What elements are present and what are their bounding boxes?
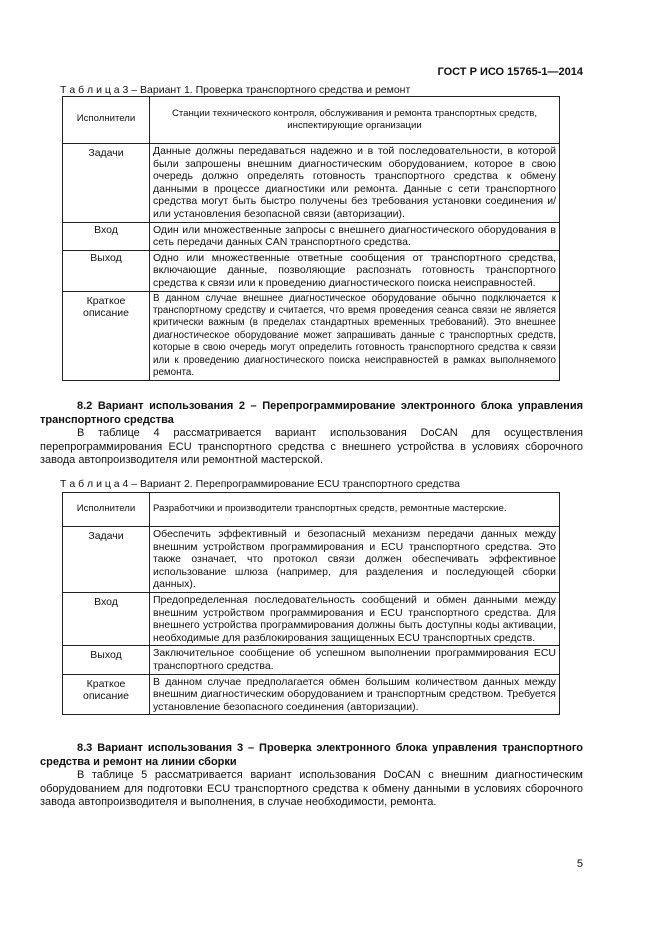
row-key: Вход — [63, 222, 150, 250]
row-key: Выход — [63, 250, 150, 291]
table4-caption: Т а б л и ц а 4 – Вариант 2. Перепрограммирование ECU транспортного средства — [60, 478, 461, 490]
row-key: Краткое описание — [63, 291, 150, 381]
table-row — [63, 674, 560, 715]
table-row — [63, 250, 560, 291]
section-8-2-body: В таблице 4 рассматривается вариант использования DoCAN для осуществления перепрограммирования ECU транспортного средства с внешнего устройства в условиях сборочного завода автопроизводителя или ремонтной мастерской. — [40, 427, 583, 466]
row-key: Выход — [63, 646, 150, 674]
table-row — [63, 291, 560, 381]
row-value: Заключительное сообщение об успешном выполнении программирования ECU транспортного средства. — [150, 646, 560, 674]
row-value: Данные должны передаваться надежно и в той последовательности, в которой были запрошены внешним диагностическим оборудованием, которое в свою очередь должно определять готовность транспортного средства к обмену данными в процессе диагностики или ремонта. Данные с сети транспортного средства могут быть быстро получены без требования установки соединения и/или установления безопасной связи (авторизации). — [150, 144, 560, 223]
row-value: В данном случае предполагается обмен большим количеством данных между внешним диагностическим оборудованием и транспортным средством. Требуется установление безопасного соединения (авторизации). — [150, 674, 560, 715]
table-row — [63, 592, 560, 645]
row-value: Обеспечить эффективный и безопасный механизм передачи данных между внешним устройством программирования и ECU транспортного средства. Это также означает, что протокол связи должен обеспечивать эффективное использование шлюза (например, для разделения и последующей сборки данных). — [150, 527, 560, 593]
table-row — [63, 646, 560, 674]
section-8-2-title: 8.2 Вариант использования 2 – Перепрограммирование электронного блока управления транспортного средства — [40, 400, 583, 426]
table-row — [63, 493, 560, 527]
table-row — [63, 144, 560, 223]
row-key: Исполнители — [63, 493, 150, 527]
row-key: Вход — [63, 592, 150, 645]
row-key: Краткое описание — [63, 674, 150, 715]
document-id: ГОСТ Р ИСО 15765-1—2014 — [437, 66, 583, 78]
table3 — [62, 96, 560, 381]
table-row — [63, 97, 560, 144]
section-8-2 — [40, 400, 583, 468]
table-row — [63, 527, 560, 593]
row-value: В данном случае внешнее диагностическое оборудование обычно подключается к транспортному средству и считается, что время проведения сеанса связи не является критически важным (в пределах стандартных временных требований). Это внешнее диагностическое оборудование может запрашивать данные с транспортных средств, которые в свою очередь могут определить готовность транспортного средства к связи или к проведению диагностического поиска неисправностей в рамках выполняемого ремонта. — [150, 291, 560, 381]
table3-caption: Т а б л и ц а 3 – Вариант 1. Проверка транспортного средства и ремонт — [60, 84, 411, 96]
section-8-3 — [40, 742, 583, 810]
row-key: Исполнители — [63, 97, 150, 144]
section-8-3-title: 8.3 Вариант использования 3 – Проверка электронного блока управления транспортного средства и ремонт на линии сборки — [40, 742, 583, 768]
row-key: Задачи — [63, 527, 150, 593]
row-value: Станции технического контроля, обслуживания и ремонта транспортных средств, инспектирующие организации — [150, 97, 560, 144]
row-value: Один или множественные запросы с внешнего диагностического оборудования в сеть передачи данных CAN транспортного средства. — [150, 222, 560, 250]
table-row — [63, 222, 560, 250]
row-value: Предопределенная последовательность сообщений и обмен данными между внешним устройством программирования и ECU транспортного средства. Для внешнего устройства программирования должны быть доступны коды активации, необходимые для разблокирования защищенных ECU транспортных средств. — [150, 592, 560, 645]
row-value: Одно или множественные ответные сообщения от транспортного средства, включающие данные, позволяющие распознать готовность транспортного средства к связи или к проведению диагностического поиска неисправностей. — [150, 250, 560, 291]
row-value: Разработчики и производители транспортных средств, ремонтные мастерские. — [150, 493, 560, 527]
row-key: Задачи — [63, 144, 150, 223]
section-8-3-body: В таблице 5 рассматривается вариант использования DoCAN с внешним диагностическим оборудованием для подготовки ECU транспортного средства к обмену данными в условиях сборочного завода автопроизводителя и выполнения, в случае необходимости, ремонта. — [40, 769, 583, 808]
table4 — [62, 492, 560, 715]
page-number: 5 — [576, 858, 583, 870]
